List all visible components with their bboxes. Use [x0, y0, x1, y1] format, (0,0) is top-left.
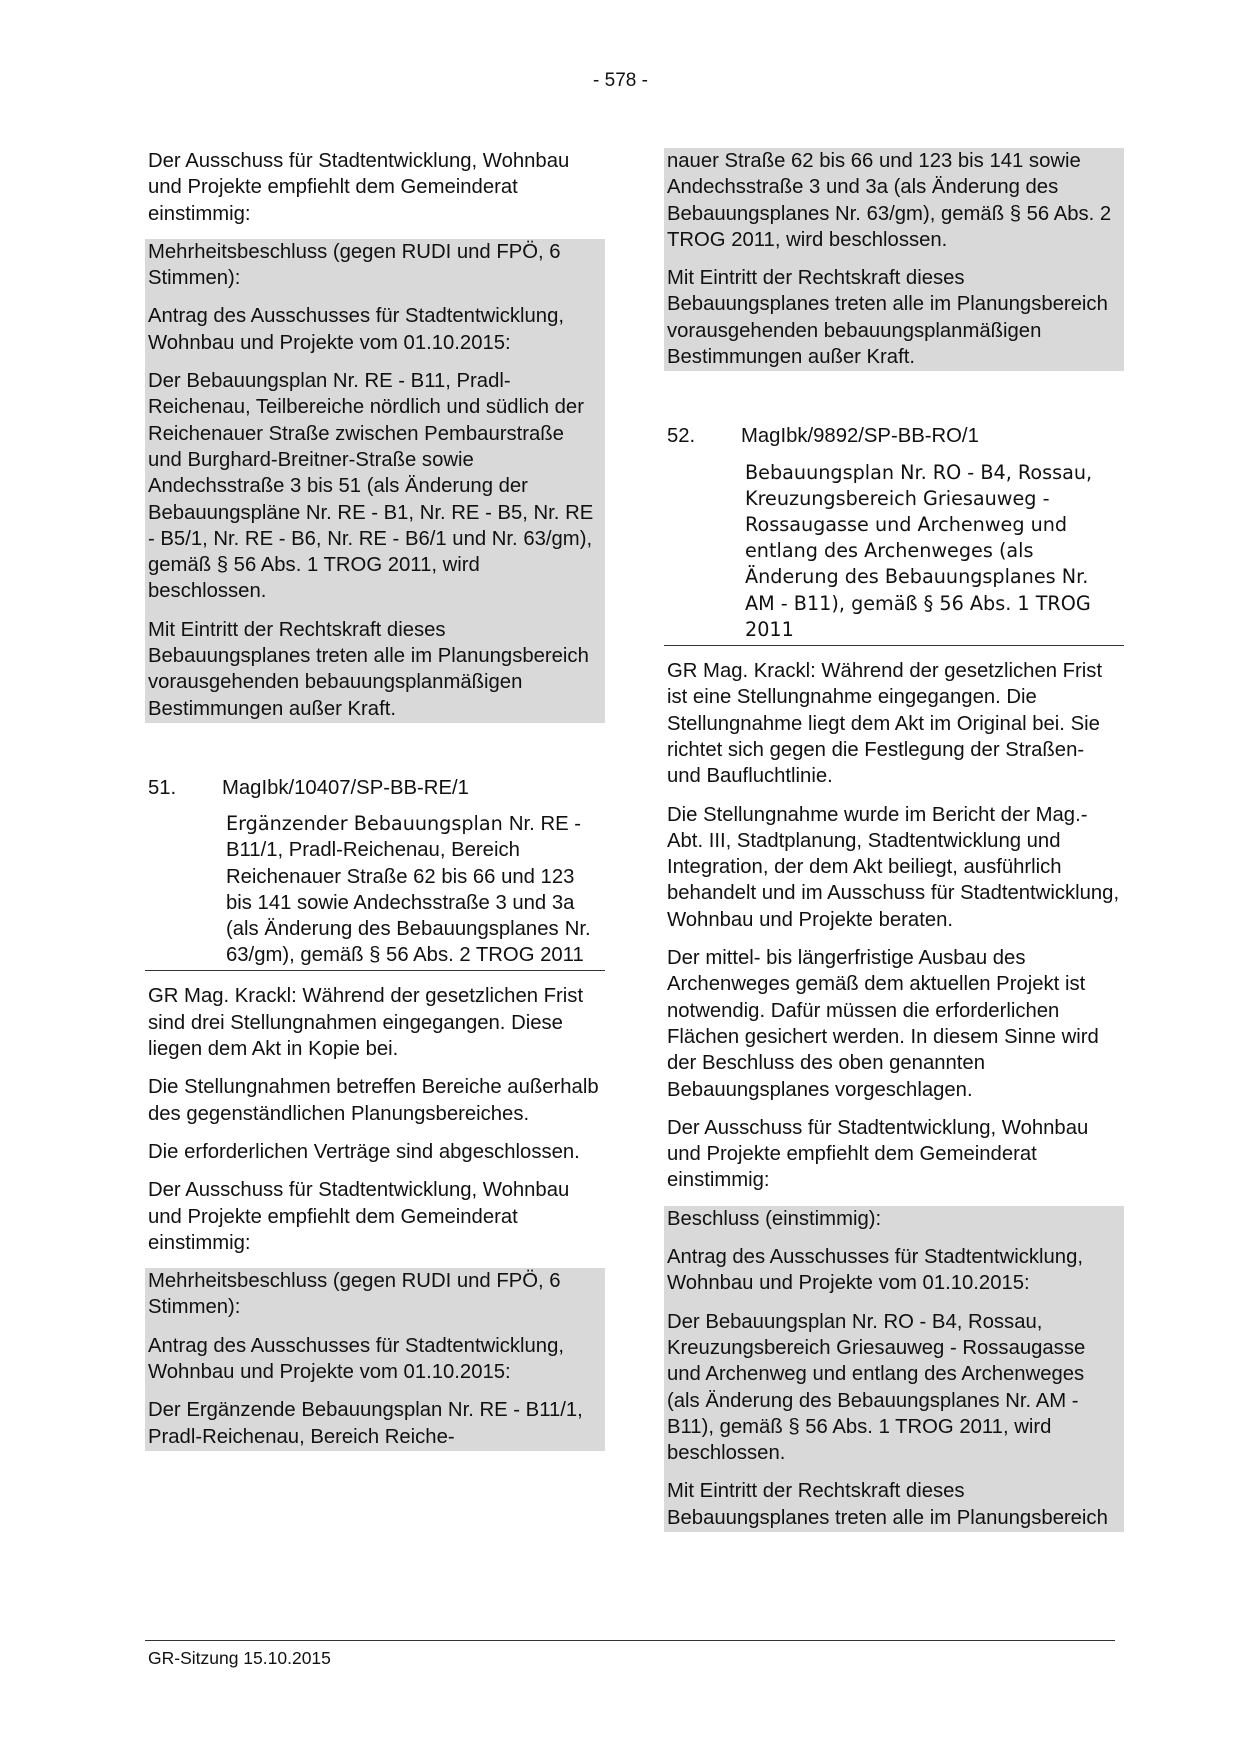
motion-heading-3: Antrag des Ausschusses für Stadtentwicklung, Wohnbau und Projekte vom 01.10.2015: [667, 1246, 1083, 1295]
item-code: MagIbk/9892/SP-BB-RO/1 [741, 425, 979, 448]
motion-heading: Antrag des Ausschusses für Stadtentwicklung, Wohnbau und Projekte vom 01.10.2015: [148, 305, 564, 354]
statement-scope: Die Stellungnahmen betreffen Bereiche außerhalb des gegenständlichen Planungsbereiches. [148, 1076, 599, 1125]
item-title [145, 801, 605, 971]
agenda-item-52 [664, 423, 1124, 646]
committee-recommendation: Der Ausschuss für Stadtentwicklung, Wohnbau und Projekte empfiehlt dem Gemeinderat einstimmig: [148, 150, 570, 225]
resolution-block [145, 239, 605, 723]
expansion-rationale: Der mittel- bis längerfristige Ausbau des Archenweges gemäß dem aktuellen Projekt ist notwendig. Dafür müssen die erforderlichen Flächen gesichert werden. In diesem Sinne wird der Beschluss des oben genannten Bebauungsplanes vorgeschlagen. [667, 947, 1099, 1101]
item-number: 52. [667, 425, 696, 448]
resolution-text: Der Bebauungsplan Nr. RE - B11, Pradl-Reichenau, Teilbereiche nördlich und südlich der Reichenauer Straße zwischen Pembaurstraße und Burghard-Breitner-Straße sowie Andechsstraße 3 bis 51 (als Änderung der Bebauungspläne Nr. RE - B1, Nr. RE - B5, Nr. RE - B5/1, Nr. RE - B6, Nr. RE - B6/1 und Nr. 63/gm), gemäß § 56 Abs. 1 TROG 2011, wird beschlossen. [148, 370, 594, 603]
resolution-type: Mehrheitsbeschluss (gegen RUDI und FPÖ, 6 Stimmen): [148, 240, 561, 290]
contracts-status: Die erforderlichen Verträge sind abgeschlossen. [148, 1140, 580, 1163]
resolution-text-2: Der Ergänzende Bebauungsplan Nr. RE - B11/1, Pradl-Reichenau, Bereich Reiche- [148, 1399, 583, 1448]
footer-divider [145, 1640, 1115, 1641]
page-number: - 578 - [593, 70, 648, 91]
legal-effect-text: Mit Eintritt der Rechtskraft dieses Bebauungsplanes treten alle im Planungsbereich vorausgehenden bebauungsplanmäßigen Bestimmungen außer Kraft. [148, 618, 589, 720]
agenda-item-51 [145, 775, 605, 972]
item-number: 51. [148, 776, 177, 799]
resolution-text-3: Der Bebauungsplan Nr. RO - B4, Rossau, Kreuzungsbereich Griesauweg - Rossaugasse und Archenweg und entlang des Archenweges (als Änderung des Bebauungsplanes Nr. AM - B11), gemäß § 56 Abs. 1 TROG 2011, wird beschlossen. [667, 1310, 1086, 1465]
resolution-type-3: Beschluss (einstimmig): [667, 1207, 882, 1230]
legal-effect-text-3: Mit Eintritt der Rechtskraft dieses Bebauungsplanes treten alle im Planungsbereich [667, 1480, 1108, 1529]
left-column [145, 148, 605, 1463]
footer-session-date: GR-Sitzung 15.10.2015 [148, 1648, 331, 1668]
item-code: MagIbk/10407/SP-BB-RE/1 [222, 776, 469, 799]
resolution-text-continued: nauer Straße 62 bis 66 und 123 bis 141 sowie Andechsstraße 3 und 3a (als Änderung des Bebauungsplanes Nr. 63/gm), gemäß § 56 Abs. 2 TROG 2011, wird beschlossen. [667, 150, 1112, 251]
resolution-type-2: Mehrheitsbeschluss (gegen RUDI und FPÖ, 6 Stimmen): [148, 1270, 561, 1319]
right-column [664, 148, 1124, 1544]
resolution-block-3 [664, 1206, 1124, 1532]
item-title: Bebauungsplan Nr. RO - B4, Rossau, Kreuzungsbereich Griesauweg - Rossaugasse und Archenweg und entlang des Archenweges (als Änderung des Bebauungsplanes Nr. AM - B11), gemäß § 56 Abs. 1 TROG 2011 [664, 450, 1124, 646]
resolution-block-continued [664, 148, 1124, 371]
resolution-block-2 [145, 1268, 605, 1451]
committee-recommendation-2: Der Ausschuss für Stadtentwicklung, Wohnbau und Projekte empfiehlt dem Gemeinderat einstimmig: [148, 1179, 570, 1254]
committee-recommendation-3: Der Ausschuss für Stadtentwicklung, Wohnbau und Projekte empfiehlt dem Gemeinderat einstimmig: [667, 1116, 1089, 1192]
legal-effect-text-2: Mit Eintritt der Rechtskraft dieses Bebauungsplanes treten alle im Planungsbereich vorausgehenden bebauungsplanmäßigen Bestimmungen außer Kraft. [667, 267, 1108, 369]
statement-report: GR Mag. Krackl: Während der gesetzlichen Frist sind drei Stellungnahmen eingegangen. Diese liegen dem Akt in Kopie bei. [148, 985, 584, 1061]
item-title-part-c: Nr. 63/gm), gemäß § 56 Abs. 2 TROG 2011 [226, 918, 591, 967]
item-title-part-a: Ergänzender Bebauungsplan [226, 812, 503, 836]
item-title-part-b: Nr. RE - B11/1, Pradl-Reichenau, Bereich Reichenauer Straße 62 bis 66 und 123 bis 141 sowie Andechsstraße 3 und 3a (als Änderung des Bebauungsplanes [226, 813, 582, 941]
statement-report: GR Mag. Krackl: Während der gesetzlichen Frist ist eine Stellungnahme eingegangen. Die Stellungnahme liegt dem Akt im Original bei. Sie richtet sich gegen die Festlegung der Straßen- und Baufluchtlinie. [667, 660, 1103, 788]
motion-heading-2: Antrag des Ausschusses für Stadtentwicklung, Wohnbau und Projekte vom 01.10.2015: [148, 1334, 564, 1384]
statement-handling: Die Stellungnahme wurde im Bericht der Mag.-Abt. III, Stadtplanung, Stadtentwicklung und Integration, der dem Akt beiliegt, ausführlich behandelt und im Ausschuss für Stadtentwicklung, Wohnbau und Projekte beraten. [667, 803, 1120, 931]
